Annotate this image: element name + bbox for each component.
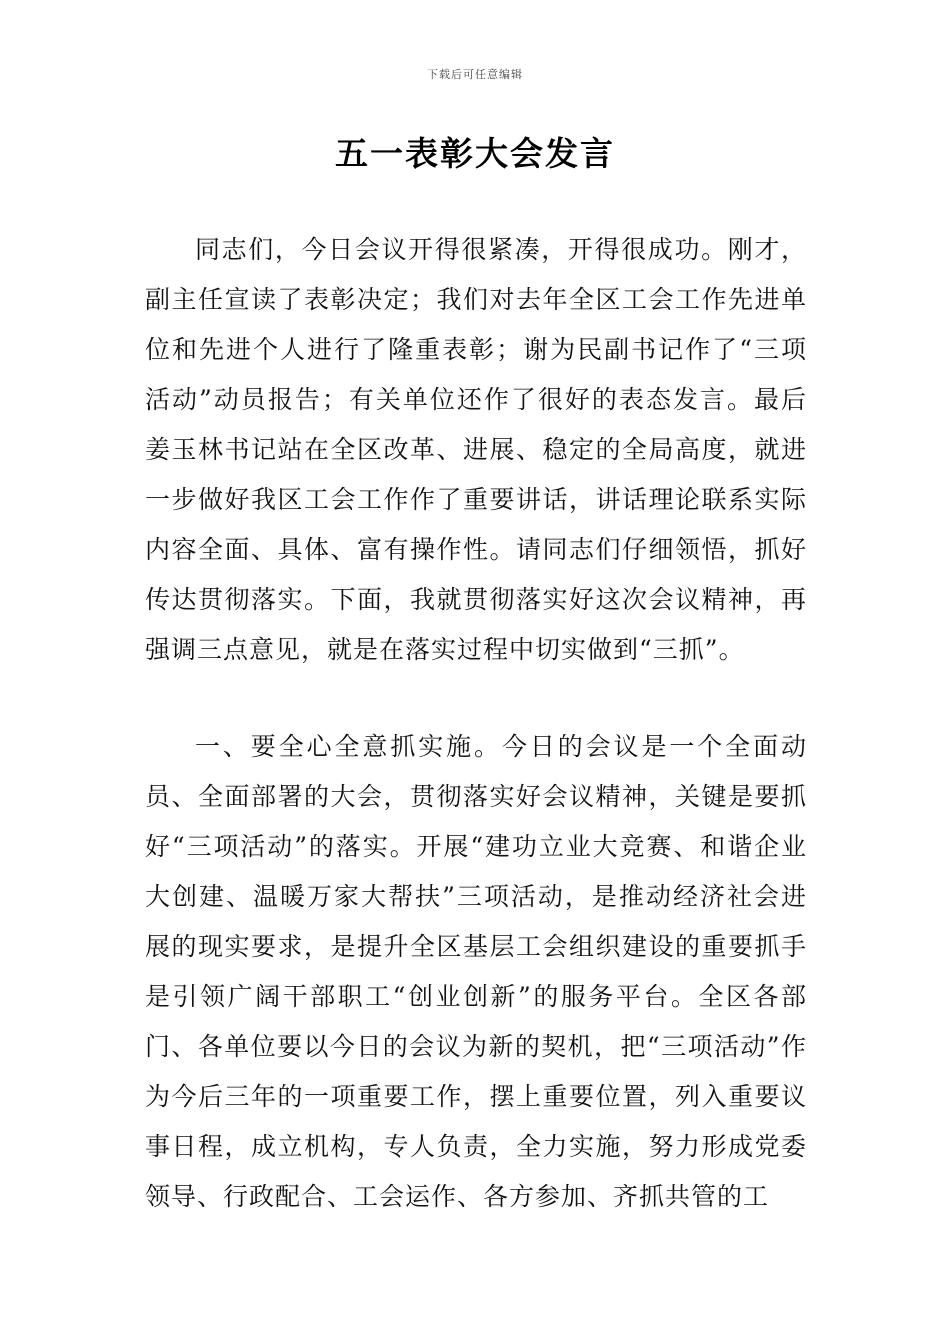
paragraph-2: 一、要全心全意抓实施。今日的会议是一个全面动员、全面部署的大会，贯彻落实好会议精神，关键是要抓好“三项活动”的落实。开展“建功立业大竞赛、和谐企业大创建、温暖万家大帮扶”三项活动，是推动经济社会进展的现实要求，是提升全区基层工会组织建设的重要抓手是引领广阔干部职工“创业创新”的服务平台。全区各部门、各单位要以今日的会议为新的契机，把“三项活动”作为今后三年的一项重要工作，摆上重要位置，列入重要议事日程，成立机构，专人负责，全力实施，努力形成党委领导、行政配合、工会运作、各方参加、齐抓共管的工 xyxy=(145,732,807,1211)
document-title: 五一表彰大会发言 xyxy=(335,134,615,173)
header-note: 下载后可任意编辑 xyxy=(427,68,523,81)
paragraph-1: 同志们，今日会议开得很紧凑，开得很成功。刚才，副主任宣读了表彰决定；我们对去年全区工会工作先进单位和先进个人进行了隆重表彰；谢为民副书记作了“三项活动”动员报告；有关单位还作了很好的表态发言。最后姜玉林书记站在全区改革、进展、稳定的全局高度，就进一步做好我区工会工作作了重要讲话，讲话理论联系实际内容全面、具体、富有操作性。请同志们仔细领悟，抓好传达贯彻落实。下面，我就贯彻落实好这次会议精神，再强调三点意见，就是在落实过程中切实做到“三抓”。 xyxy=(145,235,807,664)
